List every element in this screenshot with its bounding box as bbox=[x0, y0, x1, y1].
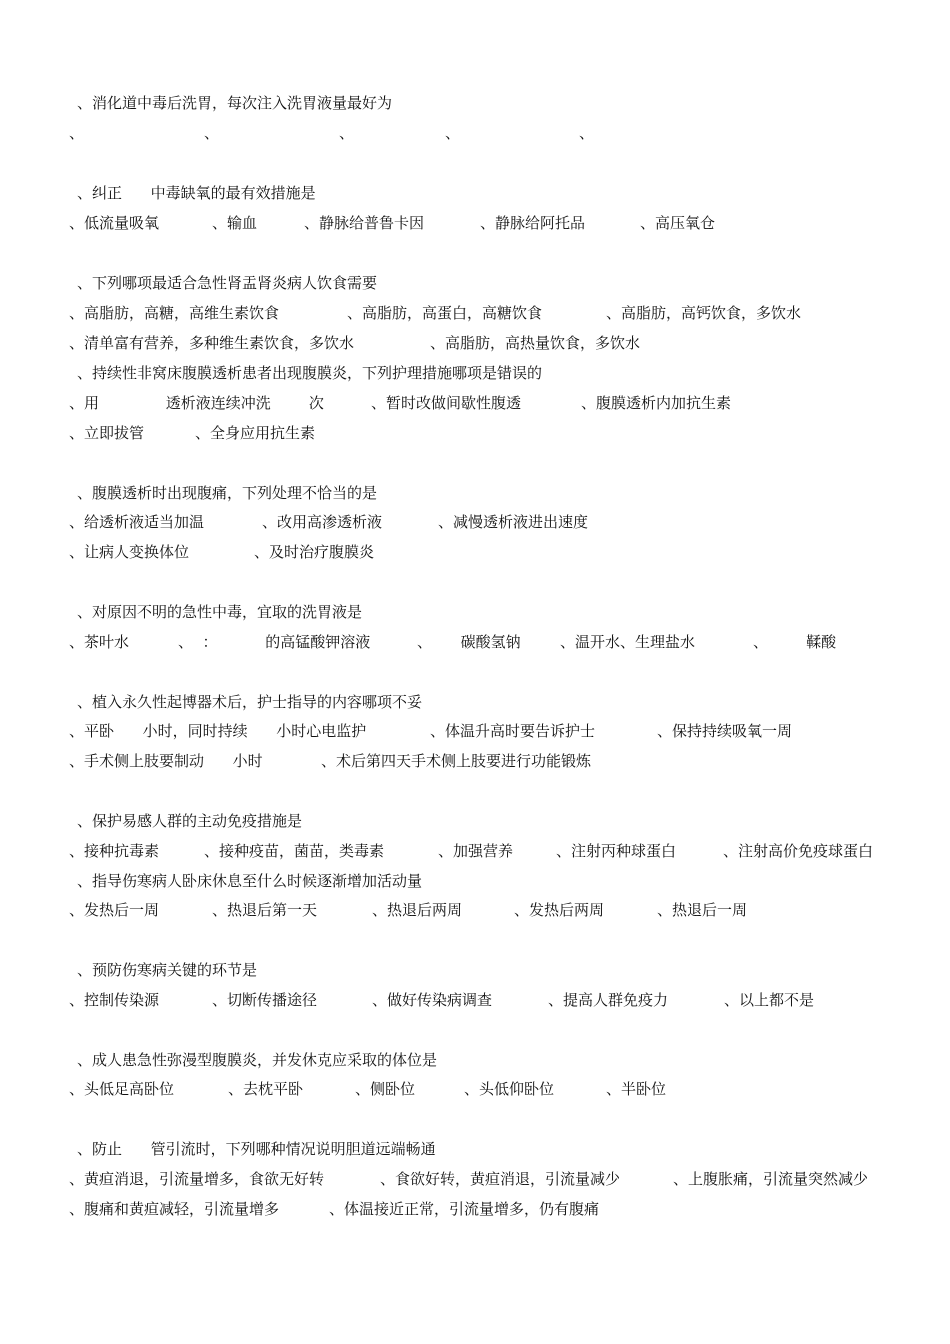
option: 、暂时改做间歇性腹透 bbox=[371, 394, 522, 412]
option: 、提高人群免疫力 bbox=[548, 991, 669, 1009]
option: 、切断传播途径 bbox=[212, 991, 318, 1009]
option: 、发热后一周 bbox=[69, 901, 160, 919]
question-text: 、保护易感人群的主动免疫措施是 bbox=[77, 812, 303, 830]
option: 、 ： 的高锰酸钾溶液 bbox=[178, 633, 371, 651]
question bbox=[0, 691, 423, 713]
option: 、立即拔管 bbox=[69, 424, 145, 442]
question-text: 、成人患急性弥漫型腹膜炎，并发休克应采取的体位是 bbox=[77, 1051, 438, 1069]
option: 、高压氧仓 bbox=[640, 214, 716, 232]
option: 、以上都不是 bbox=[724, 991, 815, 1009]
options-row bbox=[0, 1078, 667, 1100]
question-text: 、预防伤寒病关键的环节是 bbox=[77, 961, 258, 979]
options-row bbox=[0, 1198, 600, 1220]
option: 、发热后两周 bbox=[514, 901, 605, 919]
option: 、低流量吸氧 bbox=[69, 214, 160, 232]
question bbox=[0, 810, 303, 832]
option: 、接种抗毒素 bbox=[69, 842, 160, 860]
options-row bbox=[0, 989, 815, 1011]
option: 、平卧 小时，同时持续 小时心电监护 bbox=[69, 722, 367, 740]
question-text: 、下列哪项最适合急性肾盂肾炎病人饮食需要 bbox=[77, 274, 378, 292]
question bbox=[0, 182, 316, 204]
question-text: 、腹膜透析时出现腹痛，下列处理不恰当的是 bbox=[77, 484, 378, 502]
option: 、热退后第一天 bbox=[212, 901, 318, 919]
option: 、清单富有营养，多种维生素饮食，多饮水 bbox=[69, 334, 355, 352]
option: 、半卧位 bbox=[606, 1080, 667, 1098]
options-row bbox=[0, 332, 641, 354]
question-text: 、植入永久性起博器术后，护士指导的内容哪项不妥 bbox=[77, 693, 423, 711]
options-row bbox=[0, 899, 748, 921]
question-text: 、防止 管引流时，下列哪种情况说明胆道远端畅通 bbox=[77, 1140, 436, 1158]
options-row bbox=[0, 631, 837, 653]
option: 、 bbox=[69, 124, 85, 142]
option: 、腹痛和黄疸减轻，引流量增多 bbox=[69, 1200, 280, 1218]
option: 、温开水、生理盐水 bbox=[560, 633, 696, 651]
option: 、用 透析液连续冲洗 次 bbox=[69, 394, 324, 412]
options-row bbox=[0, 840, 874, 862]
option: 、热退后两周 bbox=[372, 901, 463, 919]
option: 、高脂肪，高钙饮食，多饮水 bbox=[606, 304, 802, 322]
option: 、黄疸消退，引流量增多，食欲无好转 bbox=[69, 1170, 325, 1188]
option: 、接种疫苗，菌苗，类毒素 bbox=[204, 842, 385, 860]
options-row bbox=[0, 422, 316, 444]
option: 、 鞣酸 bbox=[753, 633, 837, 651]
option: 、茶叶水 bbox=[69, 633, 130, 651]
option: 、注射丙种球蛋白 bbox=[556, 842, 677, 860]
option: 、 bbox=[579, 124, 595, 142]
question bbox=[0, 1049, 438, 1071]
option: 、给透析液适当加温 bbox=[69, 513, 205, 531]
option: 、静脉给普鲁卡因 bbox=[304, 214, 425, 232]
option: 、加强营养 bbox=[438, 842, 514, 860]
option: 、保持持续吸氧一周 bbox=[657, 722, 793, 740]
question-text: 、纠正 中毒缺氧的最有效措施是 bbox=[77, 184, 316, 202]
question bbox=[0, 870, 423, 892]
option: 、上腹胀痛，引流量突然减少 bbox=[673, 1170, 869, 1188]
option: 、及时治疗腹膜炎 bbox=[254, 543, 375, 561]
option: 、 bbox=[339, 124, 355, 142]
option: 、注射高价免疫球蛋白 bbox=[723, 842, 874, 860]
option: 、术后第四天手术侧上肢要进行功能锻炼 bbox=[321, 752, 592, 770]
options-row bbox=[0, 541, 375, 563]
option: 、 bbox=[445, 124, 461, 142]
option: 、静脉给阿托品 bbox=[480, 214, 586, 232]
question-text: 、消化道中毒后洗胃，每次注入洗胃液量最好为 bbox=[77, 94, 393, 112]
option: 、减慢透析液进出速度 bbox=[438, 513, 589, 531]
option: 、头低仰卧位 bbox=[464, 1080, 555, 1098]
option: 、 碳酸氢钠 bbox=[417, 633, 521, 651]
option: 、输血 bbox=[212, 214, 258, 232]
option: 、全身应用抗生素 bbox=[195, 424, 316, 442]
option: 、改用高渗透析液 bbox=[262, 513, 383, 531]
question bbox=[0, 272, 378, 294]
question-text: 、持续性非窝床腹膜透析患者出现腹膜炎，下列护理措施哪项是错误的 bbox=[77, 364, 543, 382]
option: 、高脂肪，高热量饮食，多饮水 bbox=[430, 334, 641, 352]
option: 、控制传染源 bbox=[69, 991, 160, 1009]
options-row bbox=[0, 511, 589, 533]
question bbox=[0, 959, 258, 981]
option: 、体温升高时要告诉护士 bbox=[430, 722, 596, 740]
option: 、侧卧位 bbox=[355, 1080, 416, 1098]
question bbox=[0, 1138, 436, 1160]
options-row bbox=[0, 392, 732, 414]
option: 、体温接近正常，引流量增多，仍有腹痛 bbox=[329, 1200, 600, 1218]
question bbox=[0, 92, 393, 114]
option: 、去枕平卧 bbox=[228, 1080, 304, 1098]
options-row bbox=[0, 720, 793, 742]
option: 、 bbox=[204, 124, 220, 142]
option: 、高脂肪，高糖，高维生素饮食 bbox=[69, 304, 280, 322]
option: 、食欲好转，黄疸消退，引流量减少 bbox=[380, 1170, 621, 1188]
option: 、让病人变换体位 bbox=[69, 543, 190, 561]
option: 、热退后一周 bbox=[657, 901, 748, 919]
question-text: 、对原因不明的急性中毒，宜取的洗胃液是 bbox=[77, 603, 363, 621]
options-row bbox=[0, 122, 595, 144]
option: 、腹膜透析内加抗生素 bbox=[581, 394, 732, 412]
option: 、手术侧上肢要制动 小时 bbox=[69, 752, 263, 770]
options-row bbox=[0, 302, 802, 324]
options-row bbox=[0, 750, 592, 772]
option: 、高脂肪，高蛋白，高糖饮食 bbox=[347, 304, 543, 322]
option: 、头低足高卧位 bbox=[69, 1080, 175, 1098]
question bbox=[0, 482, 378, 504]
option: 、做好传染病调查 bbox=[372, 991, 493, 1009]
question bbox=[0, 362, 543, 384]
options-row bbox=[0, 212, 716, 234]
question-text: 、指导伤寒病人卧床休息至什么时候逐渐增加活动量 bbox=[77, 872, 423, 890]
question bbox=[0, 601, 363, 623]
options-row bbox=[0, 1168, 869, 1190]
